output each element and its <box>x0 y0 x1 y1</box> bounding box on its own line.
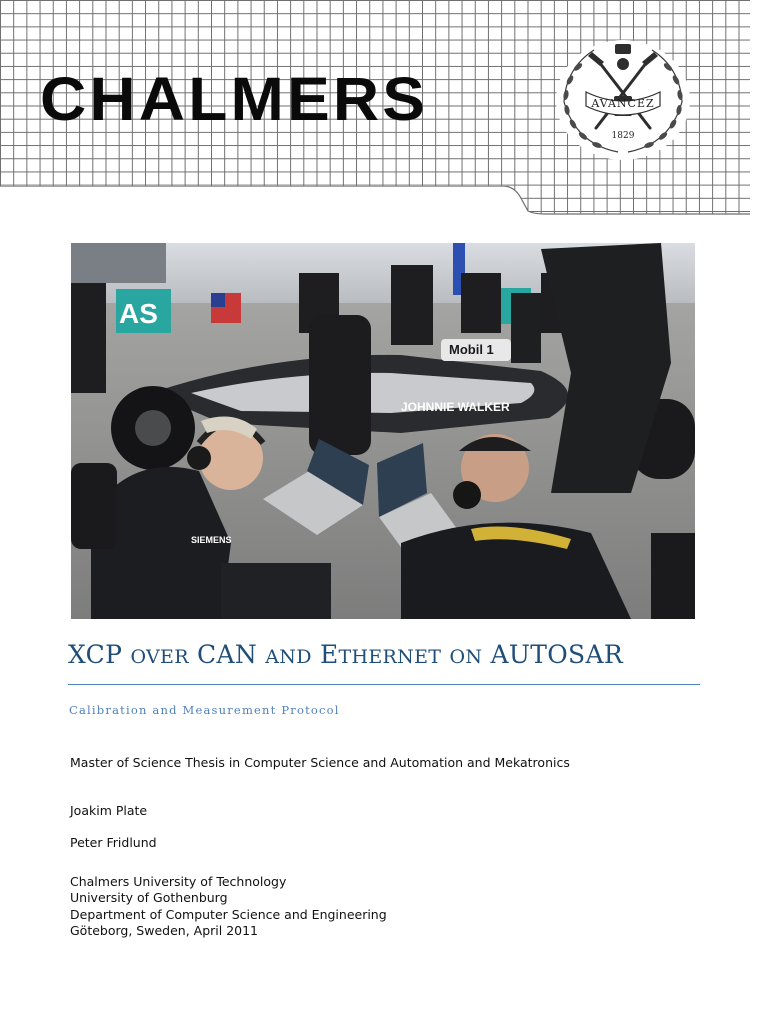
author-name: Joakim Plate <box>70 803 148 818</box>
shirt-sponsor-text: SIEMENS <box>191 535 232 545</box>
svg-text:1829: 1829 <box>611 131 635 141</box>
title-word-and: AND <box>265 646 312 668</box>
title-divider <box>68 684 700 685</box>
affiliation-line: Göteborg, Sweden, April 2011 <box>70 923 259 938</box>
title-word-over: OVER <box>130 646 189 668</box>
university-seal <box>556 40 690 160</box>
document-subtitle: Calibration and Measurement Protocol <box>69 703 340 717</box>
svg-text:AS: AS <box>119 298 158 329</box>
car-sponsor-text: Mobil 1 <box>449 342 494 357</box>
affiliation-line: Chalmers University of Technology <box>70 874 287 889</box>
affiliation-line: University of Gothenburg <box>70 890 228 905</box>
title-word-autosar: AUTOSAR <box>482 640 623 669</box>
affiliation-line: Department of Computer Science and Engineering <box>70 907 387 922</box>
chalmers-logo <box>40 66 428 132</box>
title-word-on: ON <box>449 646 483 668</box>
cover-photo <box>71 243 695 619</box>
thesis-description: Master of Science Thesis in Computer Science and Automation and Mekatronics <box>70 755 570 770</box>
seal-emblem-icon <box>556 40 690 160</box>
header-grid-edge <box>0 186 768 226</box>
brand-wordmark: CHALMERS <box>40 65 429 133</box>
title-word-thernet: THERNET <box>338 646 442 668</box>
pit-crew-photo <box>71 243 695 619</box>
title-word-can: CAN <box>188 640 266 669</box>
svg-text:AVANCEZ: AVANCEZ <box>591 97 655 110</box>
author-name: Peter Fridlund <box>70 835 157 850</box>
title-word-e: E <box>311 640 339 669</box>
document-title <box>68 640 700 669</box>
car-livery-text: JOHNNIE WALKER <box>401 400 510 414</box>
title-word-xcp: XCP <box>68 640 131 669</box>
